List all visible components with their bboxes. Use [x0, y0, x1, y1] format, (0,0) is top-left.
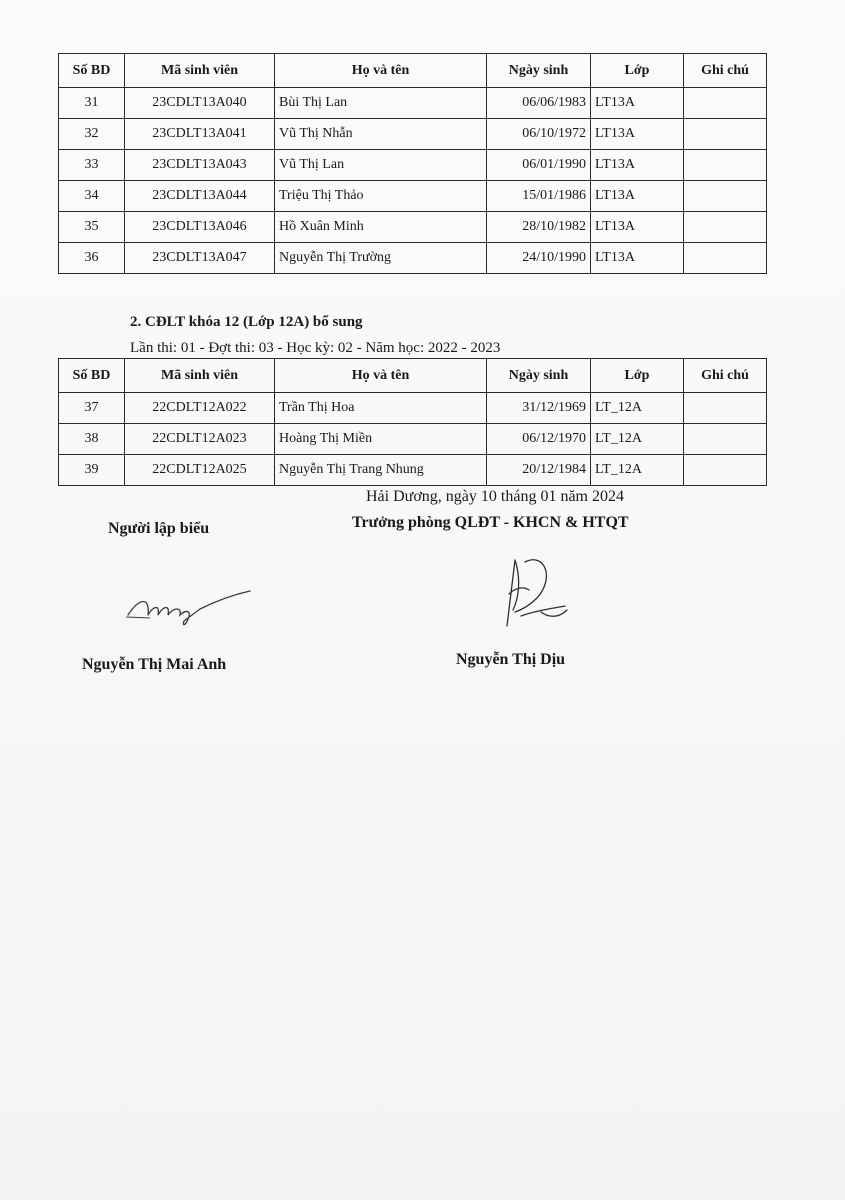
header-student-id: Mã sinh viên — [125, 54, 275, 88]
preparer-title: Người lập biểu — [108, 520, 210, 537]
cell-note — [684, 212, 767, 243]
cell-note — [684, 119, 767, 150]
cell-student-id: 23CDLT13A041 — [125, 119, 275, 150]
head-of-department-title: Trưởng phòng QLĐT - KHCN & HTQT — [352, 514, 629, 531]
cell-note — [684, 393, 767, 424]
table-row — [59, 455, 767, 486]
header-birth-date: Ngày sinh — [487, 359, 591, 393]
table-row — [59, 424, 767, 455]
header-birth-date: Ngày sinh — [487, 54, 591, 88]
table-row — [59, 181, 767, 212]
table-header-row — [59, 359, 767, 393]
header-note: Ghi chú — [684, 54, 767, 88]
header-student-id: Mã sinh viên — [125, 359, 275, 393]
cell-student-id: 22CDLT12A023 — [125, 424, 275, 455]
cell-student-id: 23CDLT13A040 — [125, 88, 275, 119]
cell-full-name: Bùi Thị Lan — [275, 88, 487, 119]
cell-student-id: 23CDLT13A043 — [125, 150, 275, 181]
cell-class: LT13A — [591, 119, 684, 150]
table-row — [59, 212, 767, 243]
cell-exam-number: 36 — [59, 243, 125, 274]
cell-birth-date: 06/12/1970 — [487, 424, 591, 455]
table-row — [59, 119, 767, 150]
cell-student-id: 23CDLT13A044 — [125, 181, 275, 212]
table-row — [59, 150, 767, 181]
student-table-2 — [58, 358, 767, 486]
student-table-1 — [58, 53, 767, 274]
cell-note — [684, 88, 767, 119]
preparer-signature — [120, 585, 260, 630]
header-class: Lớp — [591, 54, 684, 88]
cell-birth-date: 15/01/1986 — [487, 181, 591, 212]
cell-full-name: Triệu Thị Thảo — [275, 181, 487, 212]
cell-full-name: Nguyễn Thị Trang Nhung — [275, 455, 487, 486]
cell-exam-number: 38 — [59, 424, 125, 455]
head-of-department-name: Nguyễn Thị Dịu — [456, 651, 566, 668]
cell-class: LT_12A — [591, 424, 684, 455]
section-title: 2. CĐLT khóa 12 (Lớp 12A) bổ sung — [130, 314, 363, 330]
table-row — [59, 243, 767, 274]
cell-birth-date: 06/06/1983 — [487, 88, 591, 119]
cell-exam-number: 33 — [59, 150, 125, 181]
header-exam-number: Số BD — [59, 359, 125, 393]
cell-note — [684, 150, 767, 181]
cell-exam-number: 35 — [59, 212, 125, 243]
table-row — [59, 393, 767, 424]
cell-birth-date: 31/12/1969 — [487, 393, 591, 424]
cell-full-name: Nguyễn Thị Trường — [275, 243, 487, 274]
cell-exam-number: 31 — [59, 88, 125, 119]
header-note: Ghi chú — [684, 359, 767, 393]
cell-class: LT_12A — [591, 455, 684, 486]
cell-note — [684, 424, 767, 455]
cell-birth-date: 20/12/1984 — [487, 455, 591, 486]
section-subtitle: Lần thi: 01 - Đợt thi: 03 - Học kỳ: 02 - Năm học: 2022 - 2023 — [130, 340, 501, 356]
cell-exam-number: 34 — [59, 181, 125, 212]
cell-full-name: Vũ Thị Nhẫn — [275, 119, 487, 150]
cell-exam-number: 37 — [59, 393, 125, 424]
cell-exam-number: 39 — [59, 455, 125, 486]
cell-class: LT_12A — [591, 393, 684, 424]
table-row — [59, 88, 767, 119]
cell-full-name: Vũ Thị Lan — [275, 150, 487, 181]
cell-note — [684, 243, 767, 274]
cell-student-id: 22CDLT12A025 — [125, 455, 275, 486]
cell-full-name: Hoàng Thị Miền — [275, 424, 487, 455]
header-full-name: Họ và tên — [275, 359, 487, 393]
cell-class: LT13A — [591, 243, 684, 274]
header-class: Lớp — [591, 359, 684, 393]
preparer-name: Nguyễn Thị Mai Anh — [82, 656, 227, 673]
cell-class: LT13A — [591, 181, 684, 212]
cell-class: LT13A — [591, 150, 684, 181]
cell-class: LT13A — [591, 88, 684, 119]
header-full-name: Họ và tên — [275, 54, 487, 88]
cell-birth-date: 06/01/1990 — [487, 150, 591, 181]
place-and-date: Hải Dương, ngày 10 tháng 01 năm 2024 — [366, 488, 624, 505]
cell-birth-date: 06/10/1972 — [487, 119, 591, 150]
cell-student-id: 23CDLT13A047 — [125, 243, 275, 274]
header-exam-number: Số BD — [59, 54, 125, 88]
cell-note — [684, 455, 767, 486]
cell-note — [684, 181, 767, 212]
cell-student-id: 22CDLT12A022 — [125, 393, 275, 424]
cell-full-name: Trần Thị Hoa — [275, 393, 487, 424]
table-header-row — [59, 54, 767, 88]
cell-birth-date: 28/10/1982 — [487, 212, 591, 243]
cell-exam-number: 32 — [59, 119, 125, 150]
cell-student-id: 23CDLT13A046 — [125, 212, 275, 243]
cell-birth-date: 24/10/1990 — [487, 243, 591, 274]
head-of-department-signature — [485, 548, 585, 633]
cell-class: LT13A — [591, 212, 684, 243]
cell-full-name: Hồ Xuân Minh — [275, 212, 487, 243]
